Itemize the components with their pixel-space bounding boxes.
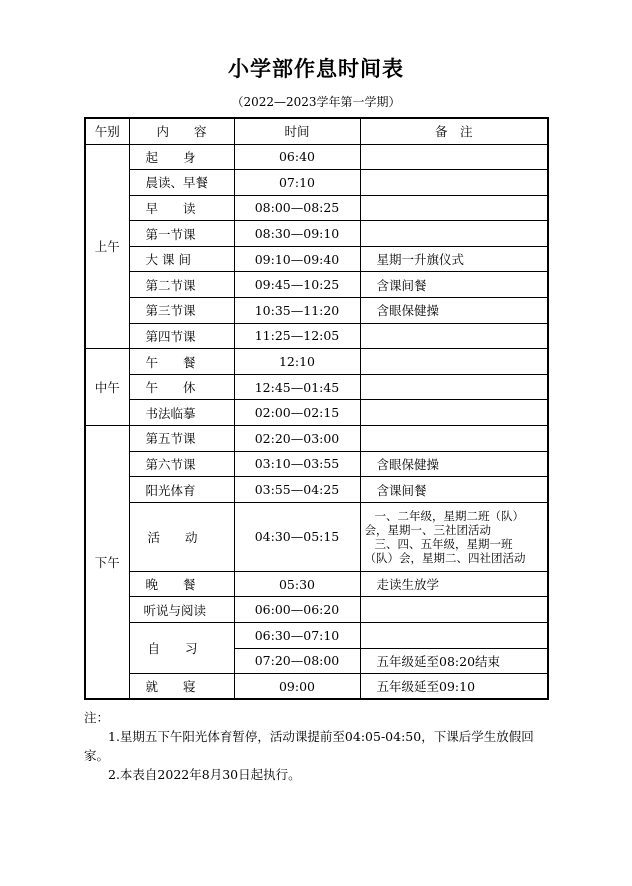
row-time: 09:10—09:40 <box>234 246 360 272</box>
row-time: 08:00—08:25 <box>234 195 360 221</box>
schedule-table <box>84 117 549 700</box>
row-note: 走读生放学 <box>360 571 548 597</box>
row-content: 书法临摹 <box>129 400 234 426</box>
period-morning: 上午 <box>85 144 129 349</box>
table-row <box>85 374 548 400</box>
header-period: 午别 <box>85 118 129 144</box>
period-afternoon: 下午 <box>85 426 129 700</box>
row-note <box>360 426 548 452</box>
row-time: 11:25—12:05 <box>234 323 360 349</box>
notes-label: 注： <box>84 710 110 725</box>
table-row <box>85 400 548 426</box>
row-content: 第二节课 <box>129 272 234 298</box>
row-note: 五年级延至09:10 <box>360 674 548 700</box>
row-content: 第六节课 <box>129 451 234 477</box>
row-note-multiline <box>360 502 548 571</box>
footnotes <box>84 708 547 784</box>
table-row <box>85 623 548 649</box>
row-time: 10:35—11:20 <box>234 298 360 324</box>
note-item-2: 2.本表自2022年8月30日起执行。 <box>108 767 301 782</box>
row-content: 第一节课 <box>129 221 234 247</box>
row-note <box>360 349 548 375</box>
row-content: 自 习 <box>129 623 234 674</box>
row-note <box>360 374 548 400</box>
table-row <box>85 571 548 597</box>
row-content: 第四节课 <box>129 323 234 349</box>
page-title: 小学部作息时间表 <box>228 57 404 81</box>
row-note <box>360 221 548 247</box>
row-time: 06:30—07:10 <box>234 623 360 649</box>
note-line: 一、二年级，星期二班（队） <box>374 508 524 523</box>
row-time: 02:00—02:15 <box>234 400 360 426</box>
row-note: 含眼保健操 <box>360 298 548 324</box>
table-header-row <box>85 118 548 144</box>
row-time: 09:45—10:25 <box>234 272 360 298</box>
row-content: 晨读、早餐 <box>129 170 234 196</box>
note-line: 三、四、五年级，星期一班 <box>374 536 513 551</box>
row-content: 听说与阅读 <box>129 597 234 623</box>
row-content: 活 动 <box>129 502 234 571</box>
table-row <box>85 674 548 700</box>
page-subtitle: （2022—2023学年第一学期） <box>231 95 401 109</box>
row-note <box>360 400 548 426</box>
row-time: 03:55—04:25 <box>234 477 360 503</box>
row-time: 09:00 <box>234 674 360 700</box>
row-content: 阳光体育 <box>129 477 234 503</box>
row-note <box>360 623 548 649</box>
table-row <box>85 272 548 298</box>
row-time: 12:10 <box>234 349 360 375</box>
row-note: 含课间餐 <box>360 477 548 503</box>
row-note <box>360 195 548 221</box>
note-line: （队）会，星期二、四社团活动 <box>364 550 526 565</box>
row-note <box>360 144 548 170</box>
row-time: 06:00—06:20 <box>234 597 360 623</box>
row-content: 晚 餐 <box>129 571 234 597</box>
row-note: 含眼保健操 <box>360 451 548 477</box>
table-row <box>85 477 548 503</box>
row-note: 含课间餐 <box>360 272 548 298</box>
table-row <box>85 195 548 221</box>
row-note <box>360 323 548 349</box>
table-row <box>85 502 548 571</box>
row-time: 05:30 <box>234 571 360 597</box>
row-note <box>360 597 548 623</box>
row-content: 大 课 间 <box>129 246 234 272</box>
row-note <box>360 170 548 196</box>
row-time: 07:10 <box>234 170 360 196</box>
table-row <box>85 597 548 623</box>
note-item-1: 1.星期五下午阳光体育暂停，活动课提前至04:05-04:50，下课后学生放假回家。 <box>84 729 534 763</box>
row-content: 就 寝 <box>129 674 234 700</box>
row-content: 第五节课 <box>129 426 234 452</box>
header-time: 时间 <box>234 118 360 144</box>
table-row <box>85 246 548 272</box>
row-note: 星期一升旗仪式 <box>360 246 548 272</box>
row-time: 12:45—01:45 <box>234 374 360 400</box>
table-row <box>85 221 548 247</box>
header-note: 备 注 <box>360 118 548 144</box>
row-time: 03:10—03:55 <box>234 451 360 477</box>
row-time: 04:30—05:15 <box>234 502 360 571</box>
row-content: 午 餐 <box>129 349 234 375</box>
table-row <box>85 349 548 375</box>
table-row <box>85 298 548 324</box>
table-row <box>85 144 548 170</box>
row-time: 07:20—08:00 <box>234 648 360 674</box>
table-row <box>85 170 548 196</box>
period-noon: 中午 <box>85 349 129 426</box>
table-row <box>85 451 548 477</box>
row-content: 早 读 <box>129 195 234 221</box>
row-content: 午 休 <box>129 374 234 400</box>
table-row <box>85 323 548 349</box>
table-row <box>85 426 548 452</box>
row-content: 起 身 <box>129 144 234 170</box>
row-time: 02:20—03:00 <box>234 426 360 452</box>
note-line: 会，星期一、三社团活动 <box>364 522 491 537</box>
row-note: 五年级延至08:20结束 <box>360 648 548 674</box>
header-content: 内 容 <box>129 118 234 144</box>
row-content: 第三节课 <box>129 298 234 324</box>
row-time: 08:30—09:10 <box>234 221 360 247</box>
row-time: 06:40 <box>234 144 360 170</box>
